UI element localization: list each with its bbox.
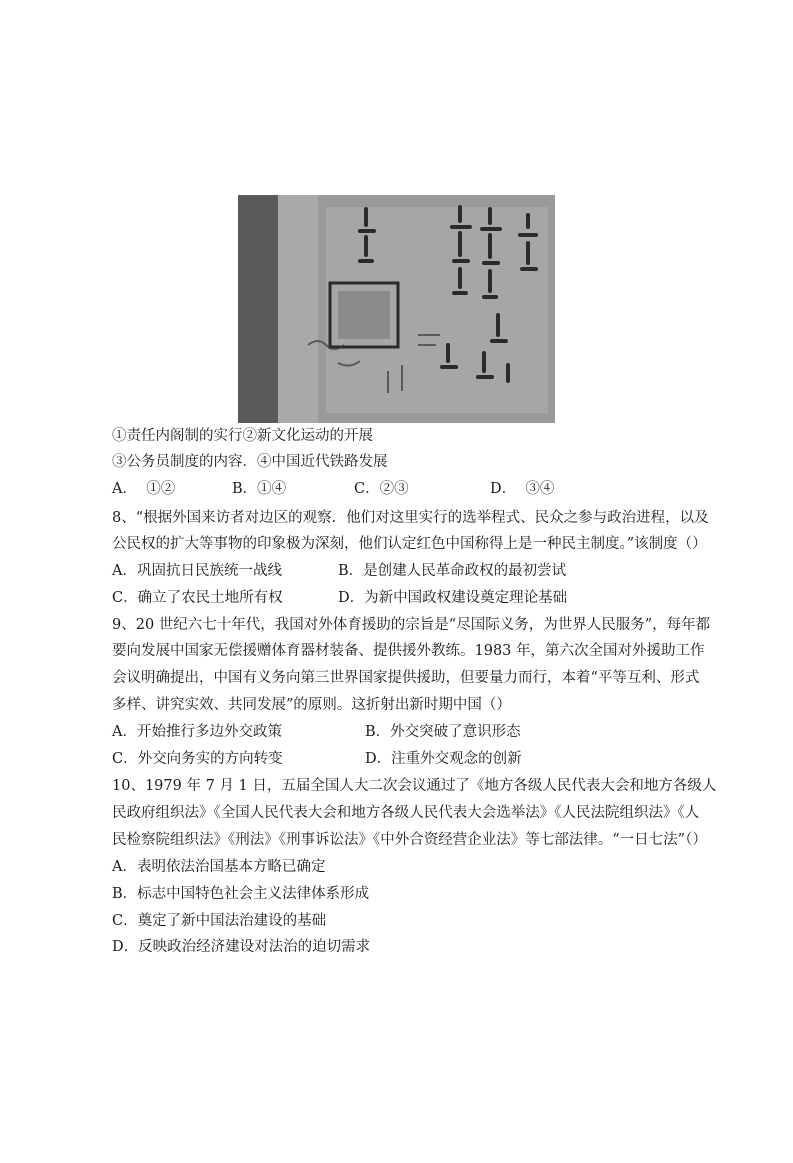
q7-choice-c-letter: C． (354, 481, 380, 497)
q9-stem-line-3: 会议明确提出，中国有义务向第三世界国家提供援助，但要量力而行，本着“平等互利、形式 (112, 670, 700, 686)
q10-stem-line-1: 10、1979 年 7 月 1 日，五届全国人大二次会议通过了《地方各级人民代表大会和地方各级人 (112, 778, 717, 794)
q7-choice-a[interactable] (112, 479, 175, 499)
q7-choice-c[interactable] (354, 479, 409, 499)
q9-stem-line-4: 多样、讲究实效、共同发展”的原则。这折射出新时期中国（） (112, 697, 511, 713)
q7-choice-b[interactable] (232, 479, 286, 499)
q7-choice-b-letter: B． (232, 481, 258, 497)
q9-choice-b[interactable]: B．外交突破了意识形态 (365, 724, 521, 740)
q9-stem-line-1: 9、20 世纪六七十年代，我国对外体育援助的宗旨是“尽国际义务，为世界人民服务”，每年都 (112, 617, 711, 633)
q10-stem-line-2: 民政府组织法》《全国人民代表大会和地方各级人民代表大会选举法》《人民法院组织法》《人 (112, 805, 700, 821)
q7-choice-d-text: ③④ (525, 481, 555, 497)
q7-choice-a-text: ①② (146, 481, 176, 497)
q8-stem-line-1: 8、“根据外国来访者对边区的观察．他们对这里实行的选举程式、民众之参与政治进程，以及 (112, 510, 709, 526)
q9-choice-c[interactable]: C．外交向务实的方向转变 (112, 751, 283, 767)
q9-choice-a[interactable]: A．开始推行多边外交政策 (112, 724, 282, 740)
q8-choice-a[interactable]: A．巩固抗日民族统一战线 (112, 563, 282, 579)
q10-choice-a[interactable]: A．表明依法治国基本方略已确定 (112, 859, 326, 875)
q9-stem-line-2: 要向发展中国家无偿援赠体育器材装备、提供援外教练。1983 年，第六次全国对外援助工作 (112, 643, 705, 659)
q8-choice-c[interactable]: C．确立了农民土地所有权 (112, 590, 283, 606)
q7-choice-d-letter: D． (490, 481, 517, 497)
q7-choice-b-text: ①④ (257, 481, 287, 497)
historical-document-photo (238, 195, 555, 423)
q7-items-line-1: ①责任内阁制的实行②新文化运动的开展 (112, 428, 373, 444)
q10-choice-b[interactable]: B．标志中国特色社会主义法律体系形成 (112, 886, 370, 902)
q10-stem-line-3: 民检察院组织法》《刑法》《刑事诉讼法》《中外合资经营企业法》等七部法律。“一日七法”（） (112, 832, 707, 848)
q7-choice-c-text: ②③ (379, 481, 409, 497)
q7-items-line-2: ③公务员制度的内容．④中国近代铁路发展 (112, 454, 388, 470)
q7-choice-d[interactable] (490, 479, 554, 499)
q8-choice-b[interactable]: B．是创建人民革命政权的最初尝试 (338, 563, 567, 579)
q8-choice-d[interactable]: D．为新中国政权建设奠定理论基础 (338, 590, 568, 606)
q10-choice-d[interactable]: D．反映政治经济建设对法治的迫切需求 (112, 939, 371, 955)
q10-choice-c[interactable]: C．奠定了新中国法治建设的基础 (112, 913, 327, 929)
q8-stem-line-2: 公民权的扩大等事物的印象极为深刻，他们认定红色中国称得上是一种民主制度。”该制度（） (112, 536, 707, 552)
q9-choice-d[interactable]: D．注重外交观念的创新 (365, 751, 522, 767)
document-photo-graphic (238, 195, 555, 423)
q7-choice-a-letter: A． (112, 481, 137, 497)
